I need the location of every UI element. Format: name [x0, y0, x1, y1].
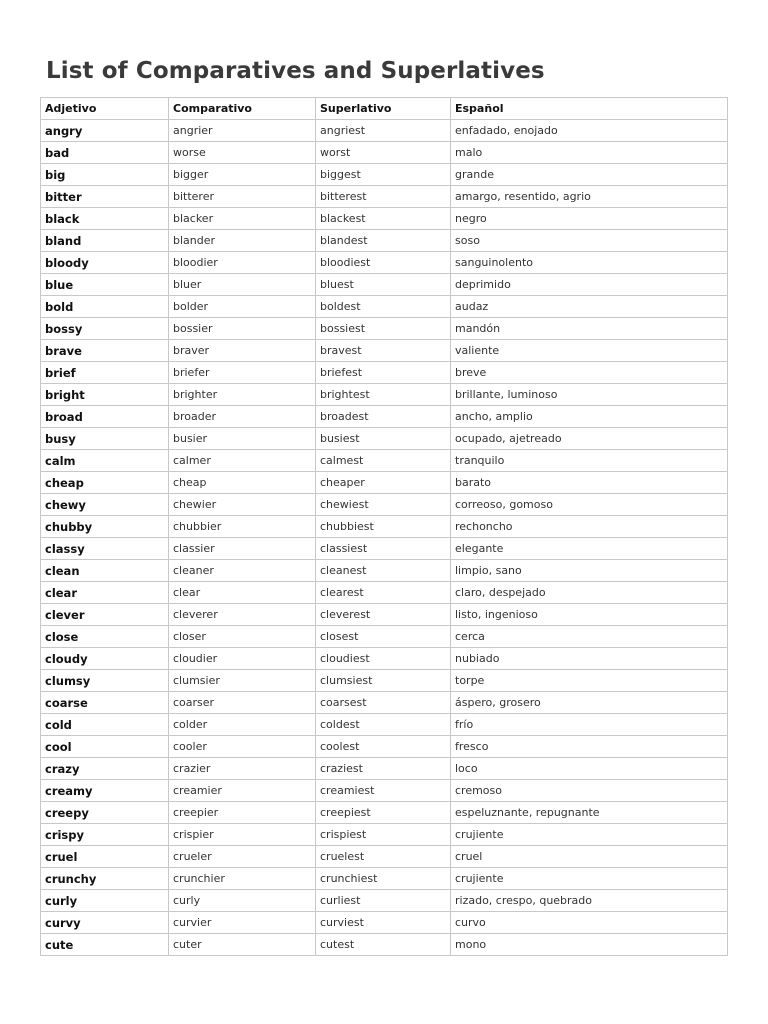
- table-row: [41, 494, 728, 516]
- comparative-cell: crunchier: [169, 868, 316, 890]
- adjective-cell: brave: [41, 340, 169, 362]
- superlative-cell: cleverest: [316, 604, 451, 626]
- adjective-cell: cold: [41, 714, 169, 736]
- adjective-cell: crazy: [41, 758, 169, 780]
- superlative-cell: bluest: [316, 274, 451, 296]
- table-row: [41, 890, 728, 912]
- table-row: [41, 428, 728, 450]
- superlative-cell: craziest: [316, 758, 451, 780]
- spanish-cell: áspero, grosero: [451, 692, 728, 714]
- comparative-cell: broader: [169, 406, 316, 428]
- table-row: [41, 780, 728, 802]
- comparative-cell: chubbier: [169, 516, 316, 538]
- table-row: [41, 604, 728, 626]
- spanish-cell: crujiente: [451, 868, 728, 890]
- adjective-cell: big: [41, 164, 169, 186]
- spanish-cell: grande: [451, 164, 728, 186]
- table-row: [41, 758, 728, 780]
- spanish-cell: limpio, sano: [451, 560, 728, 582]
- spanish-cell: cruel: [451, 846, 728, 868]
- spanish-cell: valiente: [451, 340, 728, 362]
- table-row: [41, 472, 728, 494]
- superlative-cell: bravest: [316, 340, 451, 362]
- adjective-cell: bright: [41, 384, 169, 406]
- spanish-cell: enfadado, enojado: [451, 120, 728, 142]
- spanish-cell: curvo: [451, 912, 728, 934]
- header-espanol: Español: [451, 98, 728, 120]
- comparative-cell: creamier: [169, 780, 316, 802]
- table-row: [41, 846, 728, 868]
- superlative-cell: coarsest: [316, 692, 451, 714]
- spanish-cell: frío: [451, 714, 728, 736]
- table-row: [41, 164, 728, 186]
- spanish-cell: sanguinolento: [451, 252, 728, 274]
- comparative-cell: worse: [169, 142, 316, 164]
- header-superlativo: Superlativo: [316, 98, 451, 120]
- spanish-cell: nubiado: [451, 648, 728, 670]
- adjective-cell: curvy: [41, 912, 169, 934]
- superlative-cell: curliest: [316, 890, 451, 912]
- table-row: [41, 912, 728, 934]
- table-row: [41, 406, 728, 428]
- comparative-cell: bloodier: [169, 252, 316, 274]
- comparative-cell: chewier: [169, 494, 316, 516]
- table-row: [41, 538, 728, 560]
- superlative-cell: cheaper: [316, 472, 451, 494]
- superlative-cell: creepiest: [316, 802, 451, 824]
- superlative-cell: creamiest: [316, 780, 451, 802]
- adjective-cell: cloudy: [41, 648, 169, 670]
- table-row: [41, 560, 728, 582]
- spanish-cell: amargo, resentido, agrio: [451, 186, 728, 208]
- superlative-cell: clumsiest: [316, 670, 451, 692]
- spanish-cell: ancho, amplio: [451, 406, 728, 428]
- superlative-cell: boldest: [316, 296, 451, 318]
- adjective-cell: brief: [41, 362, 169, 384]
- adjective-cell: bloody: [41, 252, 169, 274]
- adjective-cell: black: [41, 208, 169, 230]
- table-row: [41, 736, 728, 758]
- table-row: [41, 648, 728, 670]
- table-row: [41, 296, 728, 318]
- table-row: [41, 626, 728, 648]
- adjective-cell: calm: [41, 450, 169, 472]
- comparative-cell: closer: [169, 626, 316, 648]
- superlative-cell: curviest: [316, 912, 451, 934]
- table-row: [41, 670, 728, 692]
- superlative-cell: busiest: [316, 428, 451, 450]
- superlative-cell: worst: [316, 142, 451, 164]
- spanish-cell: listo, ingenioso: [451, 604, 728, 626]
- comparatives-table: [40, 97, 728, 956]
- spanish-cell: cremoso: [451, 780, 728, 802]
- superlative-cell: coolest: [316, 736, 451, 758]
- adjective-cell: creamy: [41, 780, 169, 802]
- comparative-cell: curly: [169, 890, 316, 912]
- table-body: [41, 120, 728, 956]
- spanish-cell: mandón: [451, 318, 728, 340]
- table-row: [41, 582, 728, 604]
- table-row: [41, 824, 728, 846]
- table-row: [41, 318, 728, 340]
- superlative-cell: bloodiest: [316, 252, 451, 274]
- table-row: [41, 516, 728, 538]
- spanish-cell: correoso, gomoso: [451, 494, 728, 516]
- spanish-cell: negro: [451, 208, 728, 230]
- comparative-cell: cuter: [169, 934, 316, 956]
- comparative-cell: colder: [169, 714, 316, 736]
- superlative-cell: biggest: [316, 164, 451, 186]
- comparative-cell: cleaner: [169, 560, 316, 582]
- superlative-cell: crispiest: [316, 824, 451, 846]
- superlative-cell: cutest: [316, 934, 451, 956]
- table-row: [41, 714, 728, 736]
- superlative-cell: classiest: [316, 538, 451, 560]
- superlative-cell: calmest: [316, 450, 451, 472]
- table-row: [41, 340, 728, 362]
- comparative-cell: brighter: [169, 384, 316, 406]
- spanish-cell: barato: [451, 472, 728, 494]
- table-row: [41, 362, 728, 384]
- comparative-cell: blander: [169, 230, 316, 252]
- spanish-cell: mono: [451, 934, 728, 956]
- adjective-cell: crispy: [41, 824, 169, 846]
- spanish-cell: audaz: [451, 296, 728, 318]
- spanish-cell: rechoncho: [451, 516, 728, 538]
- comparative-cell: bitterer: [169, 186, 316, 208]
- spanish-cell: ocupado, ajetreado: [451, 428, 728, 450]
- superlative-cell: blackest: [316, 208, 451, 230]
- adjective-cell: cute: [41, 934, 169, 956]
- comparative-cell: busier: [169, 428, 316, 450]
- comparative-cell: cleverer: [169, 604, 316, 626]
- comparative-cell: blacker: [169, 208, 316, 230]
- spanish-cell: crujiente: [451, 824, 728, 846]
- adjective-cell: clear: [41, 582, 169, 604]
- comparative-cell: creepier: [169, 802, 316, 824]
- superlative-cell: cruelest: [316, 846, 451, 868]
- comparative-cell: crispier: [169, 824, 316, 846]
- table-row: [41, 120, 728, 142]
- spanish-cell: espeluznante, repugnante: [451, 802, 728, 824]
- superlative-cell: coldest: [316, 714, 451, 736]
- page-title: List of Comparatives and Superlatives: [46, 58, 545, 84]
- spanish-cell: soso: [451, 230, 728, 252]
- superlative-cell: bossiest: [316, 318, 451, 340]
- adjective-cell: bitter: [41, 186, 169, 208]
- comparative-cell: bigger: [169, 164, 316, 186]
- superlative-cell: bitterest: [316, 186, 451, 208]
- superlative-cell: chewiest: [316, 494, 451, 516]
- spanish-cell: cerca: [451, 626, 728, 648]
- spanish-cell: tranquilo: [451, 450, 728, 472]
- adjective-cell: coarse: [41, 692, 169, 714]
- table-row: [41, 692, 728, 714]
- adjective-cell: curly: [41, 890, 169, 912]
- adjective-cell: bossy: [41, 318, 169, 340]
- comparative-cell: cheap: [169, 472, 316, 494]
- spanish-cell: breve: [451, 362, 728, 384]
- table-row: [41, 450, 728, 472]
- comparative-cell: clumsier: [169, 670, 316, 692]
- adjective-cell: chewy: [41, 494, 169, 516]
- comparative-cell: crazier: [169, 758, 316, 780]
- adjective-cell: cheap: [41, 472, 169, 494]
- spanish-cell: rizado, crespo, quebrado: [451, 890, 728, 912]
- comparative-cell: coarser: [169, 692, 316, 714]
- adjective-cell: bad: [41, 142, 169, 164]
- spanish-cell: torpe: [451, 670, 728, 692]
- table-row: [41, 186, 728, 208]
- comparative-cell: clear: [169, 582, 316, 604]
- comparative-cell: angrier: [169, 120, 316, 142]
- superlative-cell: cleanest: [316, 560, 451, 582]
- spanish-cell: deprimido: [451, 274, 728, 296]
- comparative-cell: classier: [169, 538, 316, 560]
- comparative-cell: cloudier: [169, 648, 316, 670]
- table-row: [41, 802, 728, 824]
- adjective-cell: creepy: [41, 802, 169, 824]
- table-row: [41, 868, 728, 890]
- comparative-cell: calmer: [169, 450, 316, 472]
- superlative-cell: broadest: [316, 406, 451, 428]
- table-row: [41, 142, 728, 164]
- adjective-cell: cool: [41, 736, 169, 758]
- superlative-cell: briefest: [316, 362, 451, 384]
- comparative-cell: bolder: [169, 296, 316, 318]
- superlative-cell: angriest: [316, 120, 451, 142]
- table-row: [41, 252, 728, 274]
- spanish-cell: fresco: [451, 736, 728, 758]
- adjective-cell: busy: [41, 428, 169, 450]
- table-row: [41, 208, 728, 230]
- spanish-cell: malo: [451, 142, 728, 164]
- table-row: [41, 274, 728, 296]
- table-row: [41, 384, 728, 406]
- adjective-cell: clumsy: [41, 670, 169, 692]
- comparative-cell: crueler: [169, 846, 316, 868]
- superlative-cell: blandest: [316, 230, 451, 252]
- spanish-cell: brillante, luminoso: [451, 384, 728, 406]
- spanish-cell: loco: [451, 758, 728, 780]
- superlative-cell: chubbiest: [316, 516, 451, 538]
- comparative-cell: bluer: [169, 274, 316, 296]
- table-header-row: [41, 98, 728, 120]
- superlative-cell: crunchiest: [316, 868, 451, 890]
- adjective-cell: close: [41, 626, 169, 648]
- superlative-cell: brightest: [316, 384, 451, 406]
- spanish-cell: claro, despejado: [451, 582, 728, 604]
- table-row: [41, 934, 728, 956]
- superlative-cell: closest: [316, 626, 451, 648]
- adjective-cell: classy: [41, 538, 169, 560]
- header-comparativo: Comparativo: [169, 98, 316, 120]
- comparative-cell: briefer: [169, 362, 316, 384]
- adjective-cell: bland: [41, 230, 169, 252]
- comparative-cell: cooler: [169, 736, 316, 758]
- adjective-cell: clever: [41, 604, 169, 626]
- adjective-cell: broad: [41, 406, 169, 428]
- adjective-cell: blue: [41, 274, 169, 296]
- header-adjetivo: Adjetivo: [41, 98, 169, 120]
- adjective-cell: bold: [41, 296, 169, 318]
- comparative-cell: bossier: [169, 318, 316, 340]
- adjective-cell: cruel: [41, 846, 169, 868]
- comparative-cell: braver: [169, 340, 316, 362]
- adjective-cell: crunchy: [41, 868, 169, 890]
- superlative-cell: clearest: [316, 582, 451, 604]
- spanish-cell: elegante: [451, 538, 728, 560]
- adjective-cell: angry: [41, 120, 169, 142]
- adjective-cell: clean: [41, 560, 169, 582]
- superlative-cell: cloudiest: [316, 648, 451, 670]
- table-row: [41, 230, 728, 252]
- adjective-cell: chubby: [41, 516, 169, 538]
- comparative-cell: curvier: [169, 912, 316, 934]
